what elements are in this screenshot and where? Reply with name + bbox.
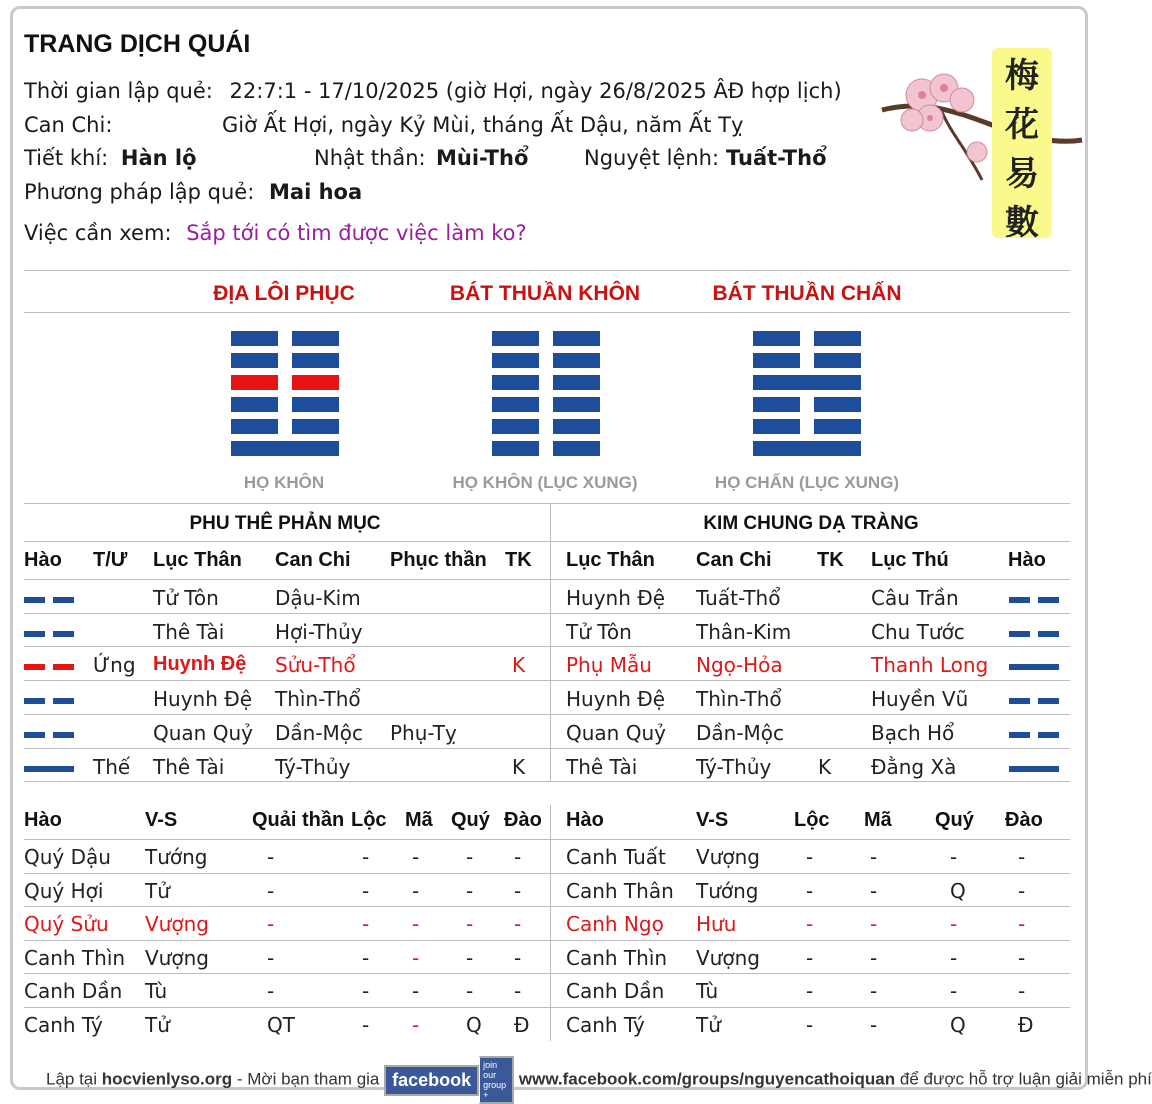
- row-divider: [24, 873, 1070, 874]
- hexagram-mutual: [492, 331, 600, 466]
- logo-char-3: 易: [1005, 154, 1039, 194]
- right-line-mark: [1009, 597, 1059, 611]
- hexagram-solid-line: [753, 441, 861, 456]
- bl-row-loc: -: [362, 912, 370, 936]
- left-line-mark: [24, 664, 74, 678]
- yin-line-segment: [1038, 631, 1059, 637]
- bl-row-quy: Q: [466, 1012, 482, 1037]
- bl-row-vs: Vượng: [145, 945, 209, 970]
- yin-line-segment: [1009, 698, 1030, 704]
- right-row-lucthu: Đằng Xà: [871, 754, 957, 779]
- tietkhi-row: [24, 146, 844, 170]
- right-row-canchi: Ngọ-Hỏa: [696, 653, 783, 678]
- br-row-vs: Tử: [696, 1012, 721, 1037]
- right-line-mark: [1009, 631, 1059, 645]
- hexagram-broken-line-segment: [231, 397, 278, 412]
- bl-row-quai: QT: [267, 1012, 295, 1037]
- footer-suffix: để được hỗ trợ luận giải miễn phí: [899, 1069, 1152, 1089]
- bl-row-ma: -: [412, 1012, 420, 1037]
- bl-row-loc: -: [362, 1012, 370, 1037]
- right-row-canchi: Tý-Thủy: [696, 754, 772, 779]
- hexagram-broken-line-segment: [231, 331, 278, 346]
- time-value: 22:7:1 - 17/10/2025 (giờ Hợi, ngày 26/8/2025 ÂĐ hợp lịch): [229, 79, 842, 103]
- hexagram-changed: [753, 331, 861, 466]
- right-row-lucthu: Thanh Long: [871, 653, 989, 678]
- left-table-title: PHU THÊ PHẢN MỤC: [189, 513, 381, 534]
- right-row-lucthan: Thê Tài: [566, 754, 638, 779]
- yin-line-segment: [53, 698, 74, 704]
- hexagram-broken-line-segment: [753, 331, 800, 346]
- canchi-value: Giờ Ất Hợi, ngày Kỷ Mùi, tháng Ất Dậu, năm Ất Tỵ: [222, 113, 744, 137]
- left-row-canchi: Sửu-Thổ: [275, 653, 356, 678]
- yang-line-mark: [24, 766, 74, 772]
- yin-line-segment: [1009, 732, 1030, 738]
- hexagram-broken-line-segment: [753, 397, 800, 412]
- logo-kanji-panel: [992, 48, 1052, 243]
- yin-line-segment: [53, 631, 74, 637]
- canchi-label: Can Chi:: [24, 113, 113, 137]
- br-row-quy: -: [950, 945, 958, 970]
- br-row-loc: -: [806, 878, 814, 903]
- hexagram-broken-line-segment: [753, 353, 800, 368]
- br-row-vs: Tù: [696, 979, 719, 1003]
- lt-header-hao: Hào: [24, 549, 62, 571]
- bl-row-ma: -: [412, 979, 420, 1003]
- right-row-lucthan: Phụ Mẫu: [566, 653, 652, 678]
- bl-header-ma: Mã: [405, 809, 433, 831]
- bl-row-hao: Canh Tý: [24, 1012, 103, 1037]
- br-row-loc: -: [806, 979, 814, 1003]
- br-row-ma: -: [870, 878, 878, 903]
- bl-header-dao: Đào: [504, 809, 542, 831]
- hexagram-broken-line-segment: [492, 331, 539, 346]
- row-divider: [24, 646, 1070, 647]
- nhatthan-label: Nhật thần:: [314, 146, 426, 170]
- left-row-phucthan: Phụ-Tỵ: [390, 720, 457, 745]
- bl-row-dao: -: [514, 845, 522, 869]
- rt-header-tk: TK: [817, 549, 844, 571]
- br-row-loc: -: [806, 1012, 814, 1037]
- hexagram-title-main: ĐỊA LÔI PHỤC: [213, 282, 355, 305]
- br-header-dao: Đào: [1005, 809, 1043, 831]
- br-row-dao: -: [1018, 979, 1026, 1003]
- br-row-loc: -: [806, 945, 814, 970]
- hexagram-broken-line-segment: [814, 353, 861, 368]
- left-row-lucthan: Huynh Đệ: [153, 653, 247, 676]
- logo-char-2: 花: [1005, 105, 1039, 145]
- bl-header-loc: Lộc: [351, 809, 387, 831]
- yin-line-segment: [24, 664, 45, 670]
- page-title: TRANG DỊCH QUÁI: [24, 30, 251, 58]
- left-row-lucthan: Tử Tôn: [153, 586, 219, 610]
- bl-row-quai: -: [267, 979, 275, 1003]
- bl-row-dao: -: [514, 945, 522, 970]
- right-line-mark: [1009, 698, 1059, 712]
- tietkhi-label: Tiết khí:: [24, 146, 109, 170]
- bl-row-vs: Tử: [145, 1012, 170, 1037]
- bl-row-quai: -: [267, 845, 275, 869]
- left-line-mark: [24, 631, 74, 645]
- bl-row-hao: Canh Dần: [24, 979, 123, 1003]
- yin-line-segment: [53, 664, 74, 670]
- hexagram-broken-line-segment: [553, 441, 600, 456]
- bl-row-quai: -: [267, 945, 275, 970]
- br-row-hao: Canh Tý: [566, 1012, 645, 1037]
- bl-row-vs: Tử: [145, 878, 170, 903]
- hexagram-family-mutual: HỌ KHÔN (LỤC XUNG): [452, 473, 638, 492]
- lt-header-tu: T/Ư: [93, 549, 128, 571]
- br-row-dao: -: [1018, 912, 1026, 936]
- br-row-hao: Canh Dần: [566, 979, 665, 1003]
- yin-line-segment: [1009, 631, 1030, 637]
- hexagram-moving-line-segment: [292, 375, 339, 390]
- hexagram-broken-line-segment: [492, 353, 539, 368]
- bl-row-quy: -: [466, 912, 474, 936]
- lt-header-tk: TK: [505, 549, 532, 571]
- br-header-loc: Lộc: [794, 809, 830, 831]
- phuongphap-label: Phương pháp lập quẻ:: [24, 180, 255, 204]
- right-row-lucthan: Huynh Đệ: [566, 687, 666, 712]
- row-divider: [24, 680, 1070, 681]
- viec-row: [24, 221, 527, 245]
- bl-row-vs: Tù: [145, 979, 168, 1003]
- row-divider: [24, 714, 1070, 715]
- rt-header-lucthan: Lục Thân: [566, 549, 655, 571]
- bl-row-loc: -: [362, 845, 370, 869]
- hexagram-broken-line-segment: [553, 419, 600, 434]
- hexagram-broken-line-segment: [231, 419, 278, 434]
- hexagram-title-changed: BÁT THUẦN CHẤN: [712, 282, 902, 305]
- br-row-hao: Canh Ngọ: [566, 912, 664, 936]
- bl-row-hao: Quý Hợi: [24, 878, 104, 903]
- bl-row-quai: -: [267, 912, 275, 936]
- hexagram-broken-line-segment: [553, 375, 600, 390]
- bl-row-quai: -: [267, 878, 275, 903]
- yin-line-segment: [24, 631, 45, 637]
- br-header-hao: Hào: [566, 809, 604, 831]
- br-row-ma: -: [870, 1012, 878, 1037]
- bl-row-quy: -: [466, 878, 474, 903]
- divider: [24, 541, 1070, 542]
- br-row-hao: Canh Thân: [566, 878, 674, 903]
- hexagram-broken-line-segment: [814, 397, 861, 412]
- bl-row-loc: -: [362, 945, 370, 970]
- right-row-canchi: Tuất-Thổ: [696, 586, 781, 610]
- divider: [24, 781, 1070, 782]
- right-row-lucthan: Tử Tôn: [566, 619, 632, 644]
- br-row-vs: Vượng: [696, 945, 760, 970]
- bl-row-vs: Tướng: [145, 845, 208, 869]
- br-row-quy: Q: [950, 878, 966, 903]
- row-divider: [24, 1007, 1070, 1008]
- left-row-tu: Ứng: [93, 653, 136, 678]
- bl-row-quy: -: [466, 979, 474, 1003]
- right-row-canchi: Thân-Kim: [696, 619, 792, 644]
- bl-row-ma: -: [412, 845, 420, 869]
- logo-char-4: 數: [1005, 203, 1039, 243]
- row-divider: [24, 748, 1070, 749]
- right-row-canchi: Thìn-Thổ: [696, 687, 782, 712]
- nguyetlenh-value: Tuất-Thổ: [726, 146, 827, 170]
- right-row-tk: K: [818, 754, 832, 779]
- hexagram-solid-line: [753, 375, 861, 390]
- hexagram-broken-line-segment: [753, 419, 800, 434]
- bl-row-quy: -: [466, 945, 474, 970]
- hexagram-broken-line-segment: [292, 353, 339, 368]
- hexagram-family-changed: HỌ CHẤN (LỤC XUNG): [714, 473, 900, 492]
- yin-line-segment: [24, 732, 45, 738]
- br-row-ma: -: [870, 945, 878, 970]
- hexagram-broken-line-segment: [492, 397, 539, 412]
- row-divider: [24, 906, 1070, 907]
- canchi-row: [24, 113, 744, 137]
- divider: [24, 839, 1070, 840]
- rt-header-lucthu: Lục Thú: [871, 549, 949, 571]
- yin-line-segment: [1038, 597, 1059, 603]
- hexagram-broken-line-segment: [231, 353, 278, 368]
- hexagram-solid-line: [231, 441, 339, 456]
- yin-line-segment: [1038, 732, 1059, 738]
- rt-header-canchi: Can Chi: [696, 549, 772, 571]
- right-row-lucthu: Câu Trần: [871, 586, 959, 610]
- br-row-ma: -: [870, 912, 878, 936]
- br-header-ma: Mã: [864, 809, 892, 831]
- hexagram-moving-line-segment: [231, 375, 278, 390]
- bl-row-dao: Đ: [514, 1012, 530, 1037]
- bl-row-ma: -: [412, 878, 420, 903]
- hexagram-broken-line-segment: [814, 419, 861, 434]
- left-line-mark: [24, 698, 74, 712]
- bl-row-ma: -: [412, 912, 420, 936]
- divider: [24, 270, 1070, 271]
- viec-value: Sắp tới có tìm được việc làm ko?: [186, 221, 527, 245]
- br-row-quy: Q: [950, 1012, 966, 1037]
- bl-row-quy: -: [466, 845, 474, 869]
- br-row-dao: -: [1018, 878, 1026, 903]
- facebook-join-badge[interactable]: join our group +: [479, 1056, 514, 1104]
- bl-header-hao: Hào: [24, 809, 62, 831]
- left-line-mark: [24, 732, 74, 746]
- yang-line-mark: [1009, 664, 1059, 670]
- right-table-title: KIM CHUNG DẠ TRÀNG: [703, 513, 919, 534]
- hexagram-main: [231, 331, 339, 466]
- bl-row-loc: -: [362, 878, 370, 903]
- hexagram-broken-line-segment: [553, 331, 600, 346]
- bl-row-vs: Vượng: [145, 912, 209, 936]
- right-line-mark: [1009, 766, 1059, 780]
- br-row-hao: Canh Thìn: [566, 945, 668, 970]
- right-row-lucthu: Bạch Hổ: [871, 720, 955, 745]
- br-row-ma: -: [870, 845, 878, 869]
- divider: [24, 503, 1070, 504]
- divider: [24, 312, 1070, 313]
- yin-line-segment: [24, 698, 45, 704]
- left-row-canchi: Dậu-Kim: [275, 586, 361, 610]
- left-row-tk: K: [512, 754, 526, 779]
- bl-row-dao: -: [514, 912, 522, 936]
- left-row-lucthan: Thê Tài: [153, 619, 225, 644]
- left-line-mark: [24, 766, 74, 780]
- br-row-ma: -: [870, 979, 878, 1003]
- left-row-canchi: Dần-Mộc: [275, 720, 364, 745]
- hexagram-family-main: HỌ KHÔN: [243, 473, 325, 492]
- hexagram-broken-line-segment: [553, 397, 600, 412]
- yin-line-segment: [1038, 698, 1059, 704]
- footer-middle: - Mời bạn tham gia: [236, 1069, 380, 1089]
- nguyetlenh-label: Nguyệt lệnh:: [584, 146, 720, 170]
- yang-line-mark: [1009, 766, 1059, 772]
- bl-row-dao: -: [514, 878, 522, 903]
- hexagram-broken-line-segment: [492, 419, 539, 434]
- yin-line-segment: [53, 597, 74, 603]
- left-row-lucthan: Huynh Đệ: [153, 687, 253, 712]
- footer: [46, 1056, 1152, 1104]
- lt-header-lucthan: Lục Thân: [153, 549, 242, 571]
- footer-prefix: Lập tại: [46, 1069, 98, 1089]
- left-row-tk: K: [512, 653, 526, 678]
- footer-site-link[interactable]: hocvienlyso.org: [101, 1069, 233, 1089]
- br-row-loc: -: [806, 845, 814, 869]
- br-row-vs: Vượng: [696, 845, 760, 869]
- tietkhi-value: Hàn lộ: [120, 146, 197, 170]
- right-row-lucthu: Huyền Vũ: [871, 687, 969, 712]
- row-divider: [24, 973, 1070, 974]
- time-row: [24, 79, 842, 103]
- left-row-tu: Thế: [93, 754, 131, 779]
- logo-char-1: 梅: [1005, 56, 1039, 96]
- rt-header-hao: Hào: [1008, 549, 1046, 571]
- bl-header-quai: Quải thần: [252, 809, 345, 831]
- left-row-canchi: Hợi-Thủy: [275, 619, 363, 644]
- left-row-lucthan: Thê Tài: [153, 754, 225, 779]
- lt-header-canchi: Can Chi: [275, 549, 351, 571]
- br-row-vs: Tướng: [696, 878, 759, 903]
- table-divider: [550, 503, 551, 781]
- hexagram-broken-line-segment: [814, 331, 861, 346]
- footer-facebook-url[interactable]: www.facebook.com/groups/nguyencathoiquan: [518, 1069, 896, 1089]
- hexagram-broken-line-segment: [292, 397, 339, 412]
- right-line-mark: [1009, 732, 1059, 746]
- br-row-dao: Đ: [1018, 1012, 1034, 1037]
- br-row-dao: -: [1018, 845, 1026, 869]
- left-line-mark: [24, 597, 74, 611]
- right-row-lucthan: Quan Quỷ: [566, 720, 666, 745]
- br-row-quy: -: [950, 845, 958, 869]
- br-row-quy: -: [950, 912, 958, 936]
- br-row-dao: -: [1018, 945, 1026, 970]
- yin-line-segment: [24, 597, 45, 603]
- yin-line-segment: [1009, 597, 1030, 603]
- yin-line-segment: [53, 732, 74, 738]
- row-divider: [24, 940, 1070, 941]
- br-row-loc: -: [806, 912, 814, 936]
- left-row-lucthan: Quan Quỷ: [153, 720, 253, 745]
- left-row-canchi: Tý-Thủy: [275, 754, 351, 779]
- br-row-hao: Canh Tuất: [566, 845, 666, 869]
- hexagram-broken-line-segment: [492, 375, 539, 390]
- br-header-vs: V-S: [696, 809, 729, 831]
- lt-header-phucthan: Phục thần: [390, 549, 487, 571]
- plum-blossom-logo: [882, 40, 1082, 240]
- bl-row-hao: Canh Thìn: [24, 945, 126, 970]
- hexagram-broken-line-segment: [292, 419, 339, 434]
- hexagram-broken-line-segment: [492, 441, 539, 456]
- right-row-lucthu: Chu Tước: [871, 619, 965, 644]
- br-row-quy: -: [950, 979, 958, 1003]
- nhatthan-value: Mùi-Thổ: [436, 146, 529, 170]
- br-row-vs: Hưu: [696, 912, 737, 936]
- hexagram-title-mutual: BÁT THUẦN KHÔN: [449, 282, 641, 305]
- bl-row-ma: -: [412, 945, 420, 970]
- bl-row-hao: Quý Dậu: [24, 845, 111, 869]
- right-row-lucthan: Huynh Đệ: [566, 586, 666, 610]
- hexagram-broken-line-segment: [553, 353, 600, 368]
- left-row-canchi: Thìn-Thổ: [275, 687, 361, 712]
- hexagram-broken-line-segment: [292, 331, 339, 346]
- bl-header-vs: V-S: [145, 809, 178, 831]
- time-label: Thời gian lập quẻ:: [24, 79, 213, 103]
- right-line-mark: [1009, 664, 1059, 678]
- viec-label: Việc cần xem:: [24, 221, 172, 245]
- bl-row-hao: Quý Sửu: [24, 912, 109, 936]
- phuongphap-value: Mai hoa: [269, 180, 363, 204]
- bl-row-dao: -: [514, 979, 522, 1003]
- br-header-quy: Quý: [935, 809, 974, 831]
- right-row-canchi: Dần-Mộc: [696, 720, 785, 745]
- row-divider: [24, 613, 1070, 614]
- phuongphap-row: [24, 180, 362, 204]
- divider: [24, 579, 1070, 580]
- bl-header-quy: Quý: [451, 809, 490, 831]
- facebook-logo[interactable]: facebook: [384, 1065, 479, 1096]
- bl-row-loc: -: [362, 979, 370, 1003]
